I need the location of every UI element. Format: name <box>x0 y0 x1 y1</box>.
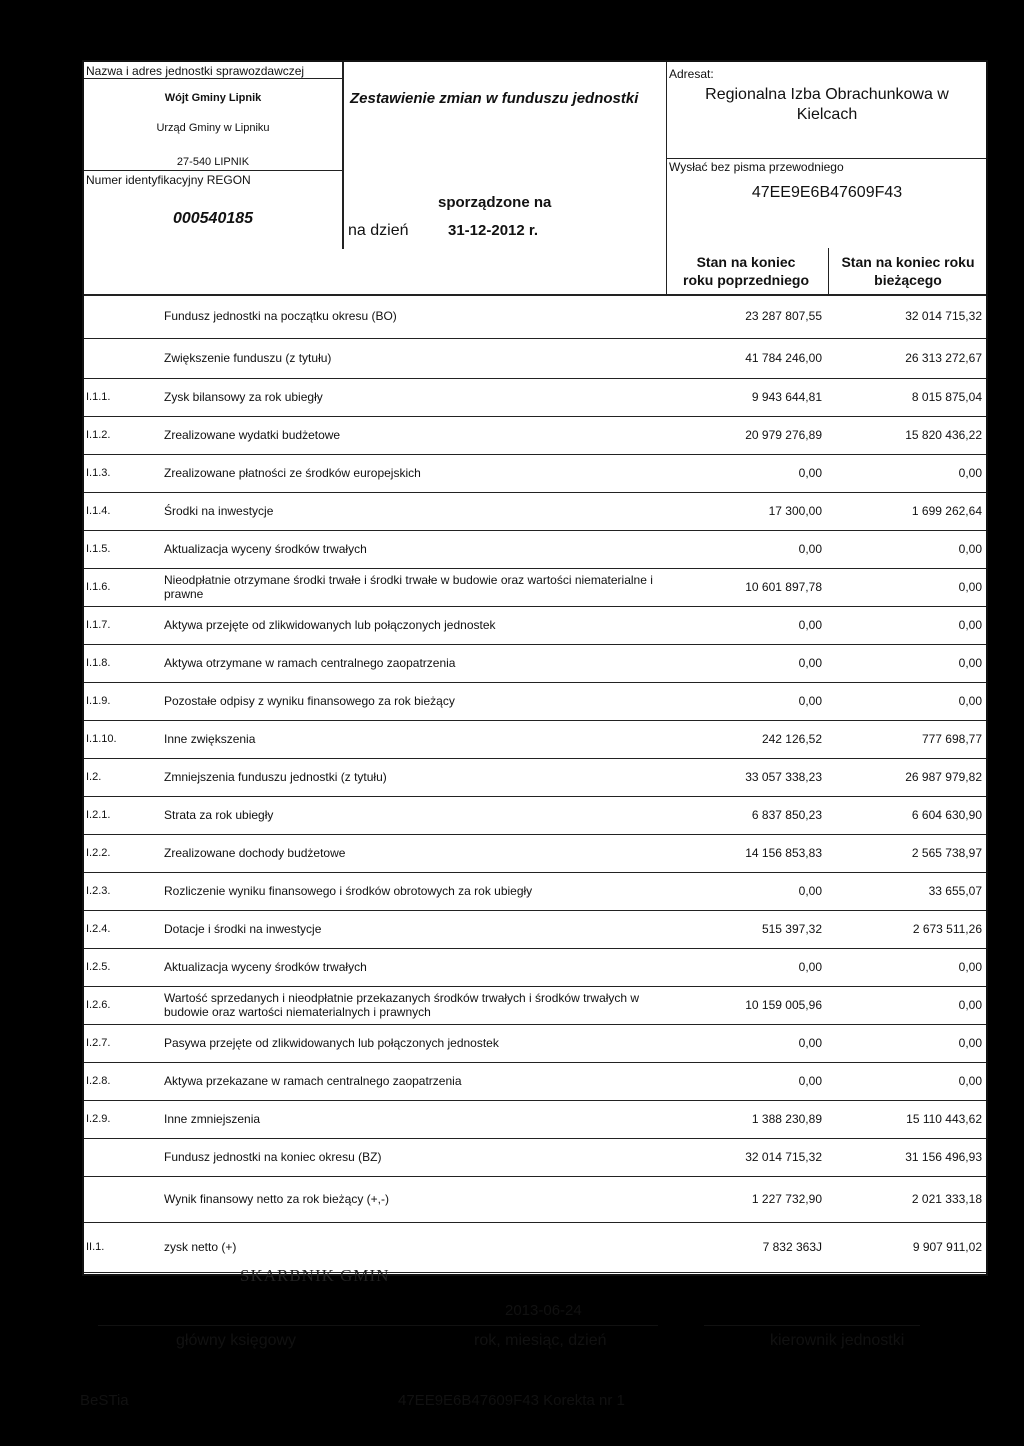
regon-label: Numer identyfikacyjny REGON <box>86 173 251 187</box>
row-previous-year-value: 1 388 230,89 <box>751 1112 822 1126</box>
row-code: I.2.3. <box>86 885 111 897</box>
row-previous-year-value: 0,00 <box>798 542 822 556</box>
row-previous-year-value: 32 014 715,32 <box>745 1150 822 1164</box>
table-row <box>84 1062 986 1100</box>
row-current-year-value: 26 313 272,67 <box>905 351 982 365</box>
signature-line-left <box>98 1325 658 1326</box>
row-description: Nieodpłatnie otrzymane środki trwałe i środki trwałe w budowie oraz wartości niematerialne i prawne <box>164 573 653 601</box>
row-description: Fundusz jednostki na początku okresu (BO) <box>164 309 397 323</box>
addressee-line1: Regionalna Izba Obrachunkowa w <box>705 86 949 103</box>
row-previous-year-value: 10 159 005,96 <box>745 998 822 1012</box>
entity-zip: 27-540 LIPNIK <box>176 156 250 168</box>
row-description: Zrealizowane dochody budżetowe <box>164 846 346 860</box>
date-caption: rok, miesiąc, dzień <box>474 1332 607 1349</box>
software-name: BeSTia <box>80 1392 129 1409</box>
report-date: 31-12-2012 r. <box>448 222 539 239</box>
prepared-label: sporządzone na <box>438 194 552 211</box>
row-code: I.1.2. <box>86 429 111 441</box>
row-current-year-value: 26 987 979,82 <box>905 770 982 784</box>
table-row <box>84 644 986 682</box>
row-current-year-value: 1 699 262,64 <box>911 504 982 518</box>
table-row <box>84 834 986 872</box>
table-row <box>84 948 986 986</box>
column-header-divider <box>828 248 829 294</box>
row-current-year-value: 0,00 <box>958 1074 982 1088</box>
table-row <box>84 454 986 492</box>
signature-date: 2013-06-24 <box>505 1302 582 1319</box>
row-previous-year-value: 0,00 <box>798 1036 822 1050</box>
row-code: I.1.8. <box>86 657 111 669</box>
row-code: I.2.7. <box>86 1037 111 1049</box>
row-current-year-value: 6 604 630,90 <box>911 808 982 822</box>
report-sheet <box>82 60 988 1276</box>
row-current-year-value: 0,00 <box>958 694 982 708</box>
date-label: na dzień <box>348 222 409 239</box>
row-current-year-value: 0,00 <box>958 998 982 1012</box>
row-previous-year-value: 33 057 338,23 <box>745 770 822 784</box>
row-current-year-value: 2 565 738,97 <box>911 846 982 860</box>
row-description: Aktywa przejęte od zlikwidowanych lub połączonych jednostek <box>164 618 496 632</box>
row-code: I.1.6. <box>86 581 111 593</box>
row-description: Pasywa przejęte od zlikwidowanych lub połączonych jednostek <box>164 1036 499 1050</box>
row-previous-year-value: 0,00 <box>798 884 822 898</box>
row-code: II.1. <box>86 1241 105 1253</box>
row-code: I.2.9. <box>86 1113 111 1125</box>
row-previous-year-value: 17 300,00 <box>768 504 822 518</box>
addressee-label: Adresat: <box>669 67 714 81</box>
row-code: I.1.1. <box>86 391 111 403</box>
header-divider-left <box>342 62 344 249</box>
row-current-year-value: 15 820 436,22 <box>905 428 982 442</box>
row-code: I.2.5. <box>86 961 111 973</box>
report-title: Zestawienie zmian w funduszu jednostki <box>350 90 639 107</box>
col-prev-header-1: Stan na koniec <box>696 254 796 270</box>
row-previous-year-value: 9 943 644,81 <box>751 390 822 404</box>
row-description: Dotacje i środki na inwestycje <box>164 922 322 936</box>
table-row <box>84 986 986 1024</box>
table-row <box>84 872 986 910</box>
row-current-year-value: 0,00 <box>958 1036 982 1050</box>
row-current-year-value: 2 021 333,18 <box>911 1192 982 1206</box>
row-code: I.1.3. <box>86 467 111 479</box>
table-row <box>84 568 986 606</box>
table-row <box>84 378 986 416</box>
entity-label-line <box>84 78 342 79</box>
row-code: I.1.4. <box>86 505 111 517</box>
row-description: Pozostałe odpisy z wyniku finansowego za rok bieżący <box>164 694 455 708</box>
row-previous-year-value: 1 227 732,90 <box>751 1192 822 1206</box>
entity-label: Nazwa i adres jednostki sprawozdawczej <box>86 64 305 78</box>
table-row <box>84 416 986 454</box>
row-previous-year-value: 41 784 246,00 <box>745 351 822 365</box>
table-row <box>84 796 986 834</box>
row-previous-year-value: 515 397,32 <box>761 922 822 936</box>
row-previous-year-value: 7 832 363J <box>762 1240 822 1254</box>
row-description: Wynik finansowy netto za rok bieżący (+,-) <box>164 1192 389 1206</box>
col-cur-header-2: bieżącego <box>874 272 942 288</box>
row-description: Wartość sprzedanych i nieodpłatnie przekazanych środków trwałych i środków trwałych w budowie oraz wartości niematerialnych i prawnych <box>164 991 640 1019</box>
table-row <box>84 910 986 948</box>
table-row <box>84 492 986 530</box>
row-description: Inne zwiększenia <box>164 732 256 746</box>
row-current-year-value: 0,00 <box>958 580 982 594</box>
table-row <box>84 606 986 644</box>
row-current-year-value: 33 655,07 <box>928 884 982 898</box>
row-description: Inne zmniejszenia <box>164 1112 261 1126</box>
row-current-year-value: 0,00 <box>958 466 982 480</box>
entity-office: Urząd Gminy w Lipniku <box>156 122 270 134</box>
row-description: Aktualizacja wyceny środków trwałych <box>164 960 367 974</box>
table-row <box>84 720 986 758</box>
row-current-year-value: 31 156 496,93 <box>905 1150 982 1164</box>
entity-name: Wójt Gminy Lipnik <box>164 92 262 104</box>
table-row <box>84 1024 986 1062</box>
row-description: Strata za rok ubiegły <box>164 808 274 822</box>
entity-split-line <box>84 170 342 171</box>
row-code: I.2. <box>86 771 102 783</box>
regon-value: 000540185 <box>172 210 254 227</box>
row-current-year-value: 0,00 <box>958 542 982 556</box>
row-description: Rozliczenie wyniku finansowego i środków obrotowych za rok ubiegły <box>164 884 533 898</box>
row-current-year-value: 9 907 911,02 <box>912 1240 982 1254</box>
row-code: I.2.4. <box>86 923 111 935</box>
row-code: I.1.10. <box>86 733 117 745</box>
addressee-split-line <box>666 158 986 159</box>
row-current-year-value: 15 110 443,62 <box>906 1112 982 1126</box>
document-footer-id: 47EE9E6B47609F43 Korekta nr 1 <box>398 1392 625 1409</box>
table-row <box>84 338 986 378</box>
head-label: kierownik jednostki <box>770 1332 905 1349</box>
row-previous-year-value: 242 126,52 <box>761 732 822 746</box>
row-description: Aktualizacja wyceny środków trwałych <box>164 542 367 556</box>
table-row <box>84 758 986 796</box>
row-description: Aktywa otrzymane w ramach centralnego zaopatrzenia <box>164 656 456 670</box>
row-code: I.1.9. <box>86 695 111 707</box>
row-description: Aktywa przekazane w ramach centralnego zaopatrzenia <box>164 1074 462 1088</box>
row-description: Zrealizowane płatności ze środków europejskich <box>164 466 421 480</box>
row-code: I.2.8. <box>86 1075 111 1087</box>
row-previous-year-value: 0,00 <box>798 1074 822 1088</box>
row-code: I.1.7. <box>86 619 111 631</box>
table-row <box>84 294 986 338</box>
row-description: Zysk bilansowy za rok ubiegły <box>164 390 323 404</box>
row-current-year-value: 0,00 <box>958 656 982 670</box>
row-previous-year-value: 6 837 850,23 <box>751 808 822 822</box>
table-row <box>84 530 986 568</box>
row-code: I.1.5. <box>86 543 111 555</box>
row-previous-year-value: 10 601 897,78 <box>745 580 822 594</box>
row-current-year-value: 8 015 875,04 <box>911 390 982 404</box>
row-previous-year-value: 0,00 <box>798 466 822 480</box>
table-bottom-line <box>84 1272 986 1273</box>
send-label: Wysłać bez pisma przewodniego <box>669 160 844 174</box>
row-code: I.2.1. <box>86 809 111 821</box>
row-current-year-value: 777 698,77 <box>921 732 982 746</box>
row-code: I.2.2. <box>86 847 111 859</box>
table-row <box>84 1176 986 1222</box>
accountant-label: główny księgowy <box>176 1332 297 1349</box>
row-current-year-value: 0,00 <box>958 960 982 974</box>
row-description: Środki na inwestycje <box>164 504 274 518</box>
signature-line-right <box>704 1325 920 1326</box>
row-previous-year-value: 14 156 853,83 <box>745 846 822 860</box>
col-prev-header-2: roku poprzedniego <box>683 272 809 288</box>
row-description: zysk netto (+) <box>164 1240 237 1254</box>
row-previous-year-value: 0,00 <box>798 618 822 632</box>
row-previous-year-value: 0,00 <box>798 694 822 708</box>
row-previous-year-value: 0,00 <box>798 656 822 670</box>
header-divider-right <box>666 62 667 294</box>
table-row <box>84 1138 986 1176</box>
row-description: Zmniejszenia funduszu jednostki (z tytułu) <box>164 770 387 784</box>
row-previous-year-value: 20 979 276,89 <box>745 428 822 442</box>
row-previous-year-value: 23 287 807,55 <box>745 309 822 323</box>
document-id: 47EE9E6B47609F43 <box>751 184 903 201</box>
addressee-line2: Kielcach <box>796 106 858 123</box>
col-cur-header-1: Stan na koniec roku <box>841 254 975 270</box>
official-stamp: SKARBNIK GMIN <box>240 1266 390 1285</box>
table-row <box>84 1222 986 1272</box>
row-description: Fundusz jednostki na koniec okresu (BZ) <box>164 1150 382 1164</box>
row-previous-year-value: 0,00 <box>798 960 822 974</box>
row-description: Zwiększenie funduszu (z tytułu) <box>164 351 332 365</box>
row-current-year-value: 2 673 511,26 <box>912 922 982 936</box>
row-description: Zrealizowane wydatki budżetowe <box>164 428 341 442</box>
row-code: I.2.6. <box>86 999 111 1011</box>
row-current-year-value: 0,00 <box>958 618 982 632</box>
table-row <box>84 1100 986 1138</box>
table-row <box>84 682 986 720</box>
row-current-year-value: 32 014 715,32 <box>905 309 982 323</box>
